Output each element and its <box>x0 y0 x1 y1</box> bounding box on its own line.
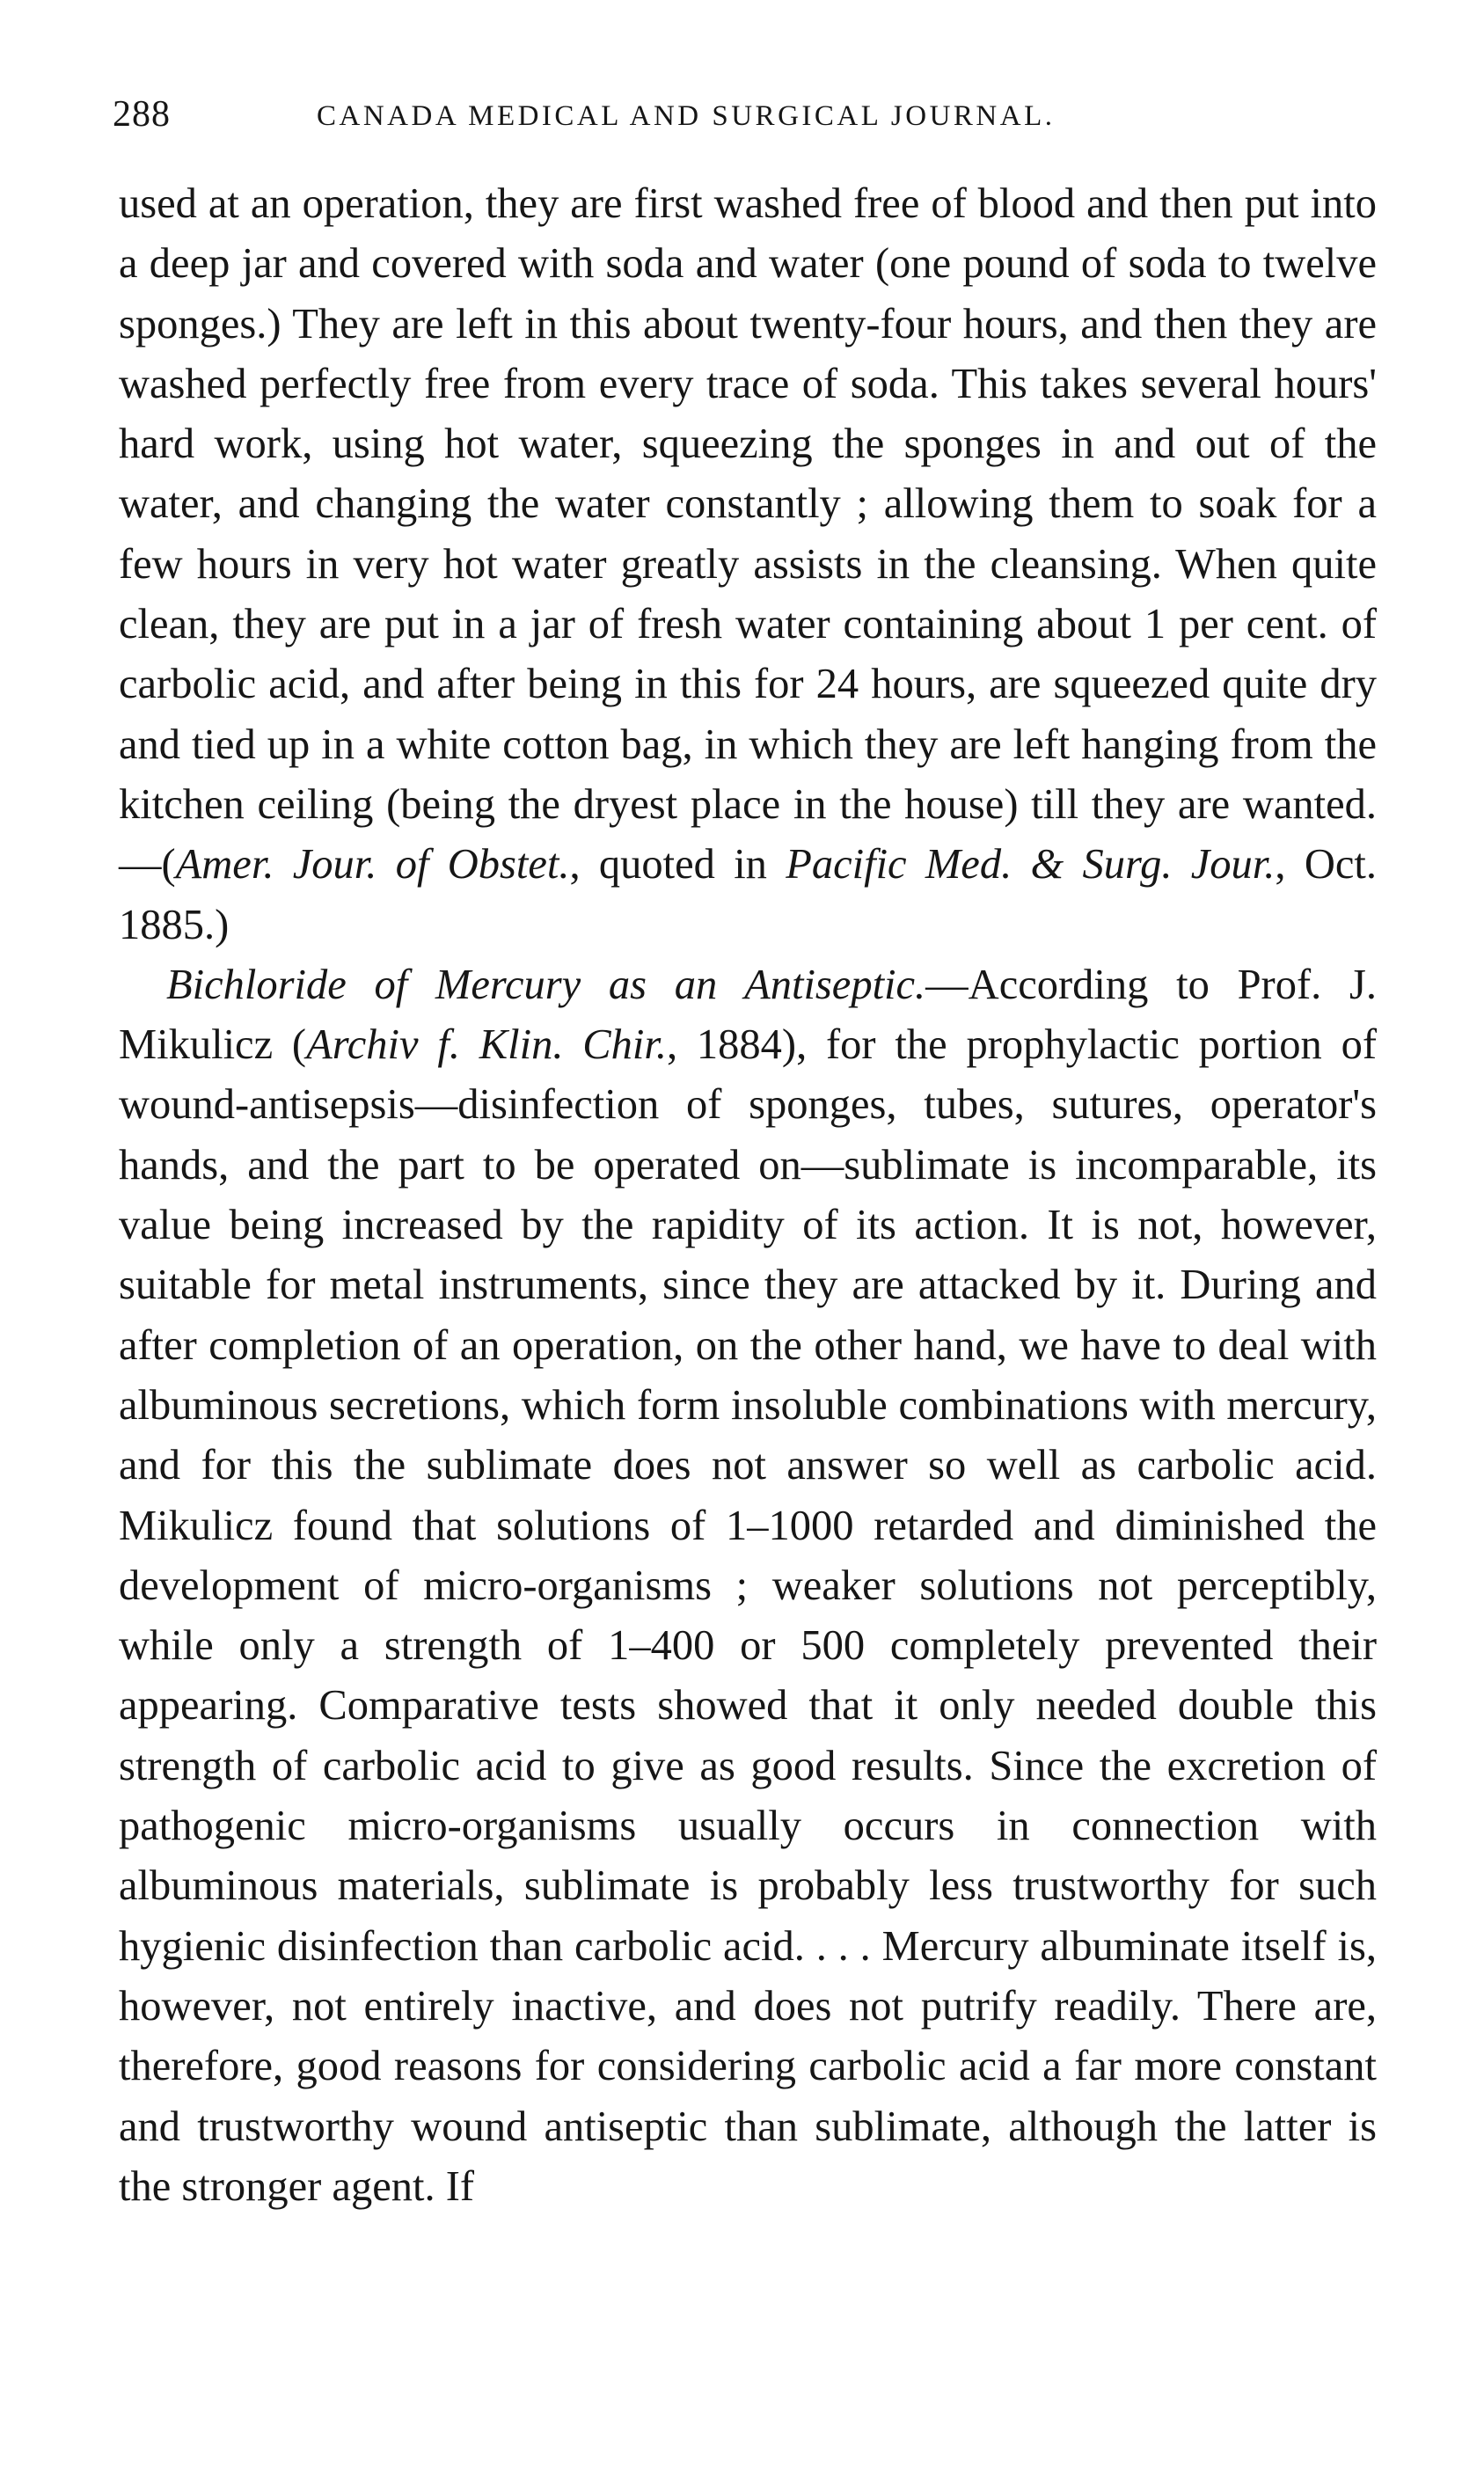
running-title: CANADA MEDICAL AND SURGICAL JOURNAL. <box>317 100 1056 132</box>
section-heading: Bichloride of Mercury as an Antiseptic. <box>166 961 926 1008</box>
page-header <box>113 88 1397 141</box>
paragraph-text: used at an operation, they are first washed free of blood and then put into a deep jar and covered with soda and water (one pound of soda to twelve sponges.) They are left in this about twenty-four hours, and then they are washed perfectly free from every trace of soda. This takes several hours' hard work, using hot water, squeezing the sponges in and out of the water, and changing the water constantly ; allowing them to soak for a few hours in very hot water greatly assists in the cleansing. When quite clean, they are put in a jar of fresh water containing about 1 per cent. of carbolic acid, and after being in this for 24 hours, are squeezed quite dry and tied up in a white cotton bag, in which they are left hanging from the kitchen ceiling (being the dryest place in the house) till they are wanted.—( <box>119 180 1377 889</box>
paragraph-sponge-cleaning <box>119 174 1377 955</box>
citation-pacific-med-surg-jour: Pacific Med. & Surg. Jour. <box>786 841 1276 889</box>
citation-date: , Oct. 1885.) <box>119 841 1377 948</box>
citation-archiv-klin-chir: Archiv f. Klin. Chir. <box>306 1021 667 1069</box>
page-number: 288 <box>113 94 171 135</box>
citation-amer-jour-obstet: Amer. Jour. of Obstet. <box>175 841 570 889</box>
paragraph-lead: —According to Prof. J. Mikulicz ( <box>119 961 1377 1069</box>
article-body <box>119 174 1377 2217</box>
paragraph-text: , 1884), for the prophylactic portion of wound-antisepsis—disinfection of sponges, tubes, sutures, operator's hands, and the part to be operated on—sublimate is incomparable, its value being increased by the rapidity of its action. It is not, however, suitable for metal instruments, since they are attacked by it. During and after completion of an operation, on the other hand, we have to deal with albuminous secretions, which form insoluble combinations with mercury, and for this the sublimate does not answer so well as carbolic acid. Mikulicz found that solutions of 1–1000 retarded and diminished the development of micro-organisms ; weaker solutions not perceptibly, while only a strength of 1–400 or 500 completely prevented their appearing. Comparative tests showed that it only needed double this strength of carbolic acid to give as good results. Since the excretion of pathogenic micro-organisms usually occurs in connection with albuminous materials, sublimate is probably less trustworthy for such hygienic disinfection than carbolic acid. . . . Mercury albuminate itself is, however, not entirely inactive, and does not putrify readily. There are, therefore, good reasons for considering carbolic acid a far more constant and trustworthy wound antiseptic than sublimate, although the latter is the stronger agent. If <box>119 1021 1377 2210</box>
citation-connector: , quoted in <box>569 841 786 889</box>
paragraph-bichloride-of-mercury <box>119 955 1377 2217</box>
